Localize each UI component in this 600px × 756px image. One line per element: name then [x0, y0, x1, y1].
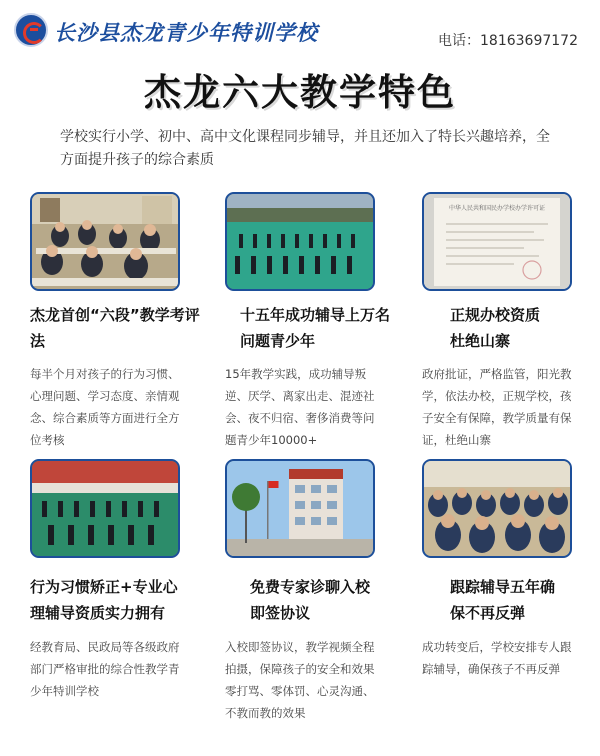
drill-field-photo [225, 192, 375, 291]
feature-1-title: 杰龙首创“六段”教学考评法 [30, 306, 200, 350]
feature-6-title: 跟踪辅导五年确保不再反弹 [450, 578, 556, 622]
feature-3-description: 政府批证，严格监管，阳光教学，依法办校，正规学校，孩子安全有保障，教学质量有保证，杜绝山寨 [422, 367, 572, 447]
phone-number[interactable]: 电话：18163697172 [438, 33, 578, 49]
feature-4-title: 行为习惯矫正+专业心理辅导资质实力拥有 [30, 578, 178, 622]
feature-3-title: 正规办校资质杜绝山寨 [450, 306, 541, 350]
seminar-audience-photo [422, 459, 572, 558]
campus-building-photo [225, 459, 375, 558]
feature-6-description: 成功转变后，学校安排专人跟踪辅导，确保孩子不再反弹 [422, 640, 572, 676]
feature-4-description: 经教育局、民政局等各级政府部门严格审批的综合性教学青少年特训学校 [30, 640, 180, 698]
school-license-photo [422, 192, 572, 291]
classroom-study-photo [30, 192, 180, 291]
intro-text: 学校实行小学、初中、高中文化课程同步辅导，并且还加入了特长兴趣培养，全方面提升孩子的综合素质 [60, 129, 550, 168]
page-title: 杰龙六大教学特色 [144, 71, 456, 114]
svg-text:中华人民共和国民办学校办学许可证: 中华人民共和国民办学校办学许可证 [448, 205, 546, 212]
feature-2-description: 15年教学实践，成功辅导叛逆、厌学、离家出走、混迹社会、夜不归宿、奢侈消费等问题青少年10000+ [225, 367, 375, 447]
school-logo [14, 13, 48, 47]
feature-1-description: 每半个月对孩子的行为习惯、心理问题、学习态度、亲情观念、综合素质等方面进行全方位考核 [30, 367, 180, 447]
school-name: 长沙县杰龙青少年特训学校 [54, 20, 318, 45]
training-hall-photo [30, 459, 180, 558]
feature-2-title: 十五年成功辅导上万名问题青少年 [240, 306, 391, 350]
feature-5-description: 入校即签协议，教学视频全程拍摄，保障孩子的安全和效果零打骂、零体罚、心灵沟通、不教而教的效果 [225, 640, 375, 720]
feature-5-title: 免费专家诊聊入校即签协议 [250, 578, 371, 622]
